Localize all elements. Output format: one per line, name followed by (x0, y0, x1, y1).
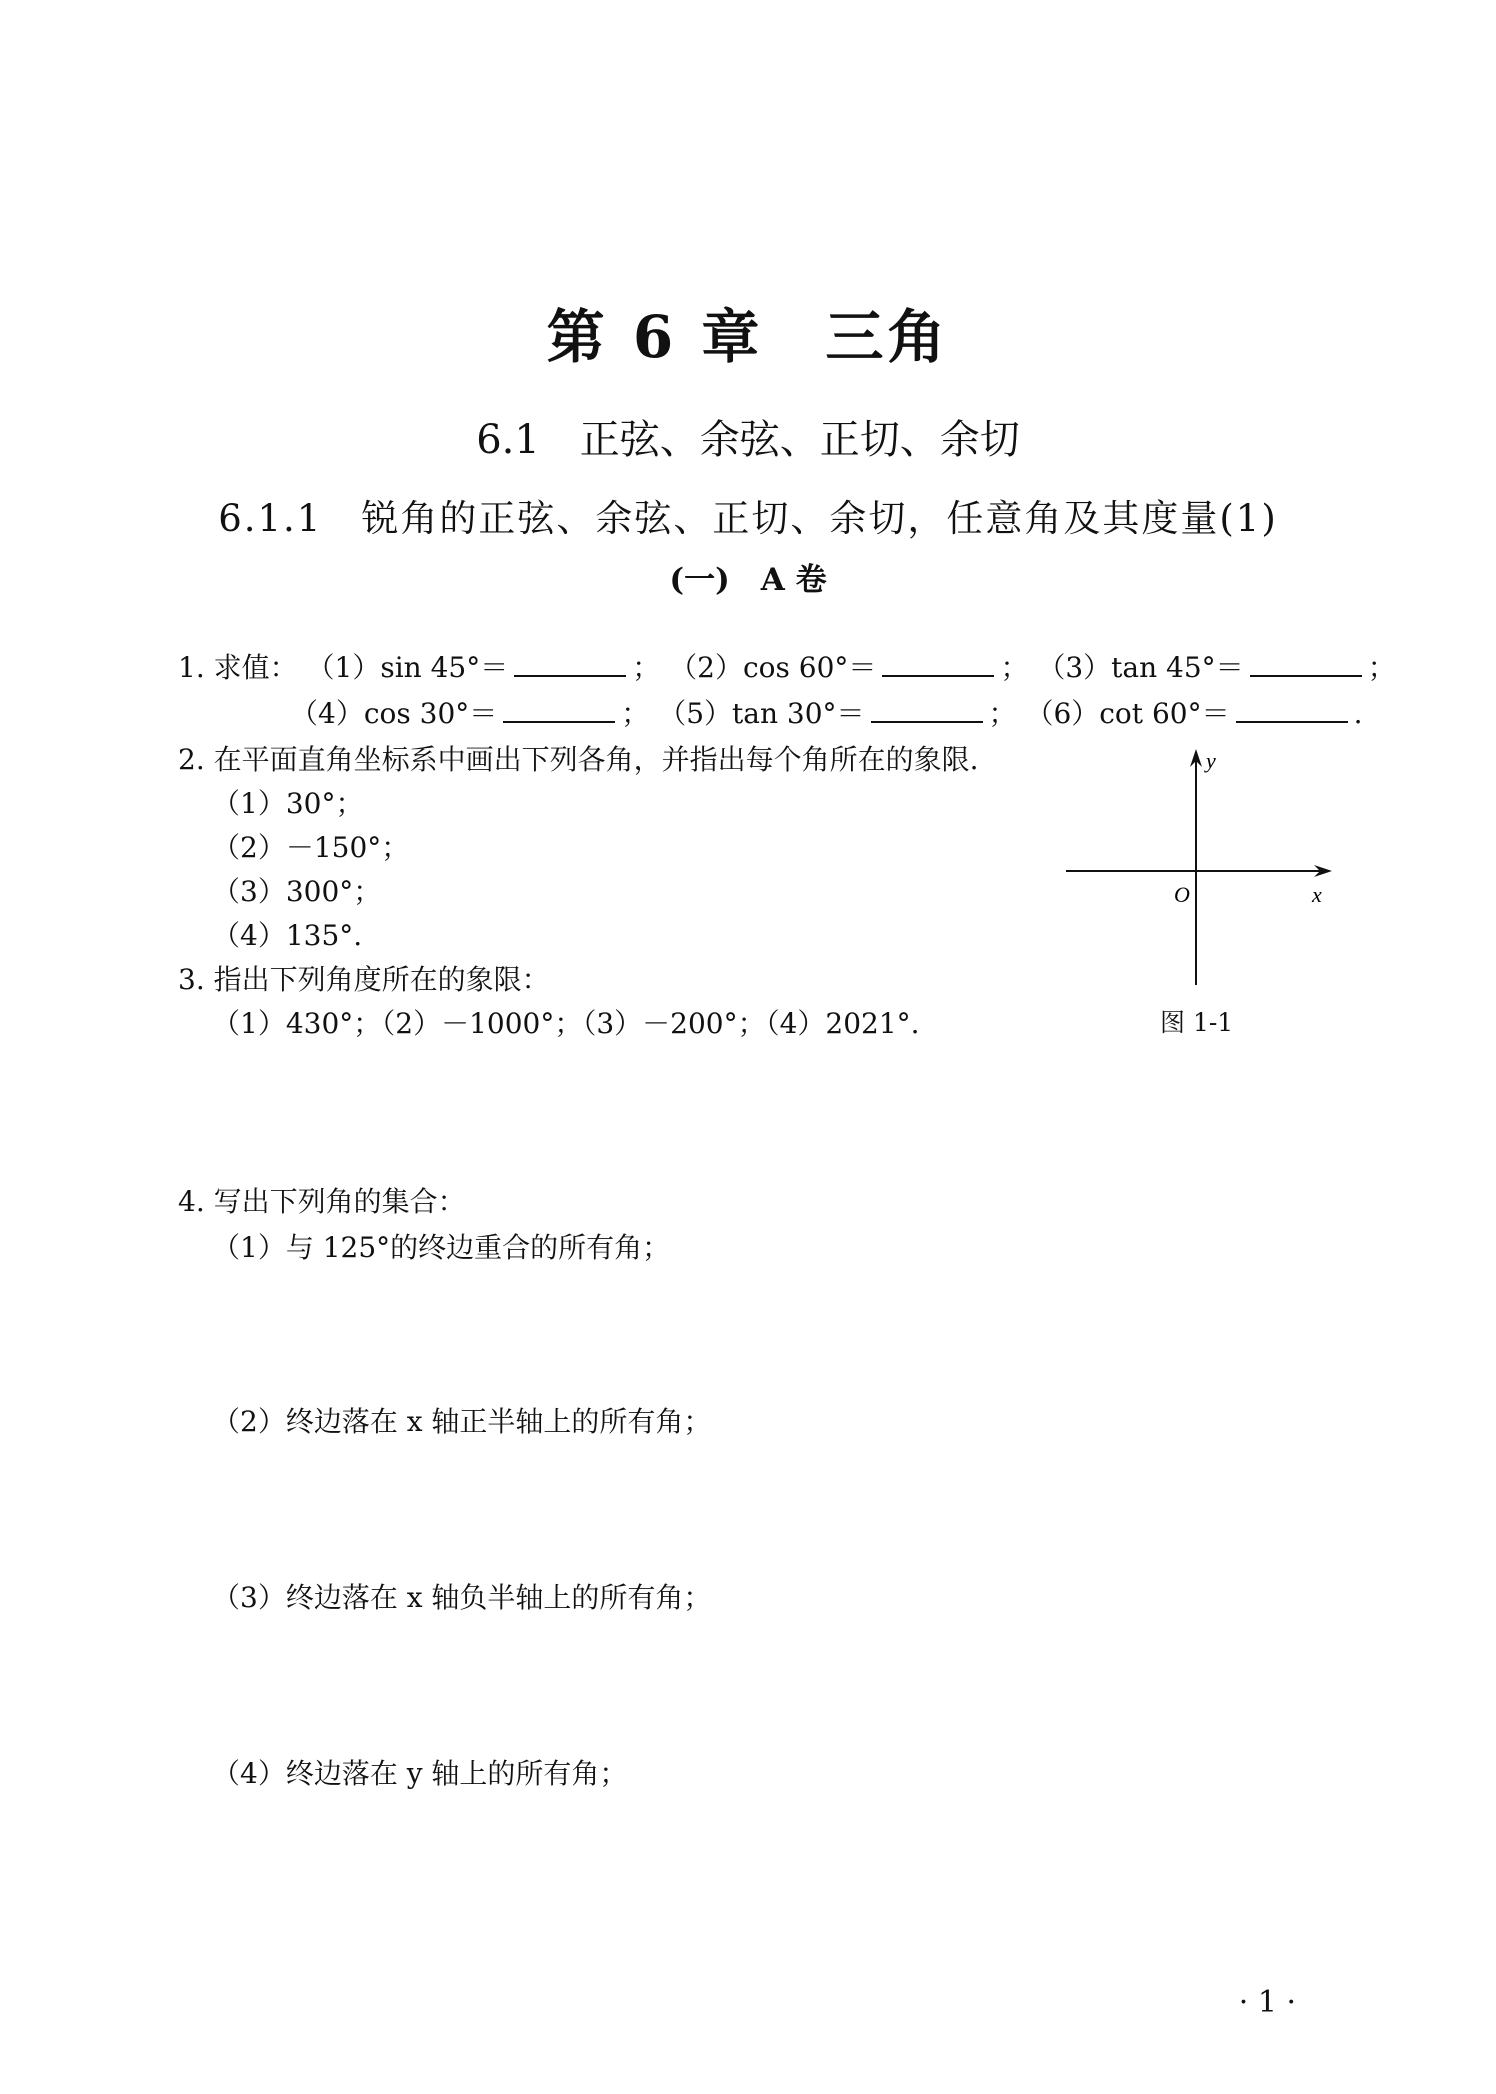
x-axis-label: x (1312, 882, 1322, 907)
q4-item-1: （1）与 125°的终边重合的所有角； (212, 1231, 671, 1264)
q1-item-6-label: （6）cot 60°＝ (1025, 697, 1230, 730)
page-number: · 1 · (1238, 1985, 1296, 2020)
q1-line-2 (290, 692, 1362, 732)
subsection-title: 6.1.1 锐角的正弦、余弦、正切、余切，任意角及其度量(1) (218, 497, 1278, 540)
coordinate-axes-figure (1066, 745, 1336, 985)
q1-item-1-blank[interactable] (514, 653, 626, 677)
q1-item-1-sep: ； (632, 651, 661, 684)
q4-item-4: （4）终边落在 y 轴上的所有角； (212, 1757, 628, 1790)
q3-text: 3. 指出下列角度所在的象限： (178, 963, 550, 996)
q1-item-4-label: （4）cos 30°＝ (290, 697, 498, 730)
q2-item-1: （1）30°； (212, 787, 364, 820)
q1-item-6-blank[interactable] (1236, 699, 1348, 723)
figure-caption: 图 1-1 (1160, 1008, 1234, 1037)
q1-line-1 (178, 646, 1396, 686)
q2-item-4: （4）135°. (212, 919, 363, 952)
q1-item-2-sep: ； (1000, 651, 1029, 684)
q2-item-2: （2）－150°； (212, 831, 410, 864)
q3-items: （1）430°；（2）－1000°；（3）－200°；（4）2021°. (212, 1007, 920, 1040)
q4-item-3: （3）终边落在 x 轴负半轴上的所有角； (212, 1581, 712, 1614)
section-title: 6.1 正弦、余弦、正切、余切 (476, 417, 1020, 463)
y-axis-label: y (1206, 748, 1216, 773)
chapter-title: 第 6 章 三角 (546, 303, 950, 371)
q1-item-3-blank[interactable] (1250, 653, 1362, 677)
q1-item-3-label: （3）tan 45°＝ (1037, 651, 1244, 684)
origin-label: O (1174, 882, 1190, 907)
q1-item-5-blank[interactable] (871, 699, 983, 723)
q1-prompt: 求值： (213, 651, 298, 684)
q1-item-6-sep: . (1353, 697, 1363, 730)
q1-item-1-label: （1）sin 45°＝ (306, 651, 509, 684)
q1-item-4-blank[interactable] (503, 699, 615, 723)
q2-text: 2. 在平面直角坐标系中画出下列各角，并指出每个角所在的象限. (178, 743, 979, 776)
q1-item-5-label: （5）tan 30°＝ (658, 697, 865, 730)
q4-text: 4. 写出下列角的集合： (178, 1185, 466, 1218)
q1-item-2-blank[interactable] (882, 653, 994, 677)
q2-item-3: （3）300°； (212, 875, 382, 908)
q1-item-2-label: （2）cos 60°＝ (669, 651, 877, 684)
q1-number: 1. (178, 651, 205, 684)
q1-item-3-sep: ； (1367, 651, 1396, 684)
q4-item-2: （2）终边落在 x 轴正半轴上的所有角； (212, 1405, 712, 1438)
q1-item-5-sep: ； (988, 697, 1017, 730)
q1-item-4-sep: ； (621, 697, 650, 730)
paper-label: (一) A 卷 (669, 562, 827, 598)
